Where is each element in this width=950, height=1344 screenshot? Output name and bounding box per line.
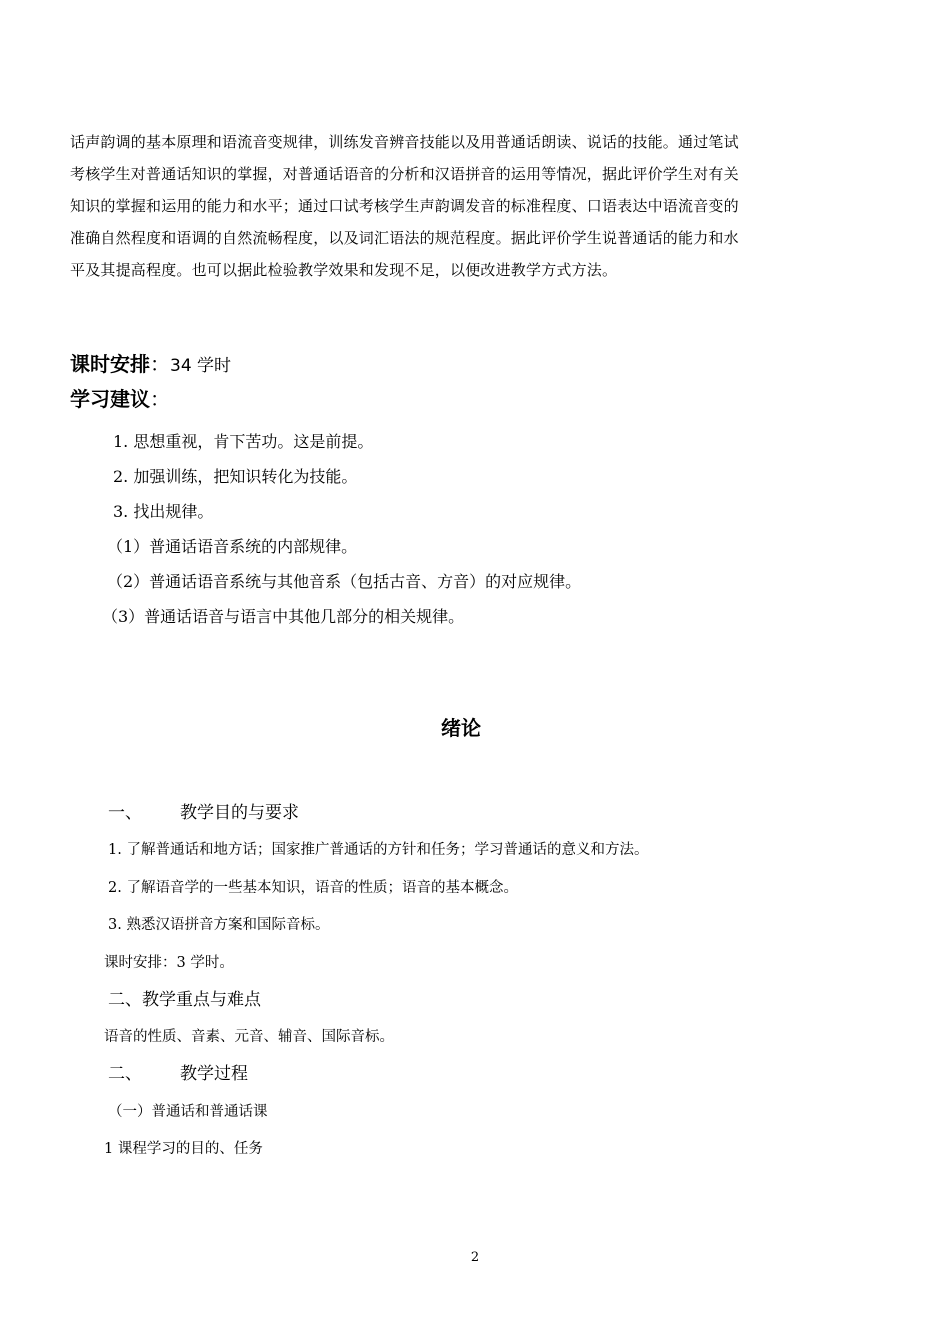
subsection-heading: （一）普通话和普通话课: [108, 1104, 268, 1120]
advice-label: 学习建议: [70, 387, 150, 411]
suggestion-item: 1. 思想重视，肯下苦功。这是前提。: [113, 432, 374, 451]
subsection-item: 1 课程学习的目的、任务: [104, 1141, 263, 1157]
section-title: 教学目的与要求: [180, 803, 299, 823]
objective-item: 3. 熟悉汉语拼音方案和国际音标。: [108, 917, 330, 933]
schedule-label: 课时安排: [70, 352, 150, 376]
suggestion-item: 2. 加强训练，把知识转化为技能。: [113, 467, 358, 486]
intro-line: 准确自然程度和语调的自然流畅程度，以及词汇语法的规范程度。据此评价学生说普通话的能力和水: [70, 229, 739, 247]
schedule-value: 34 学时: [170, 356, 232, 376]
hours-note: 课时安排：3 学时。: [104, 955, 234, 971]
schedule-heading: [70, 348, 231, 377]
section-heading-key-points: 二、教学重点与难点: [108, 990, 261, 1010]
section-title: 教学过程: [180, 1064, 248, 1084]
intro-line: 话声韵调的基本原理和语流音变规律，训练发音辨音技能以及用普通话朗读、说话的技能。通过笔试: [70, 133, 739, 151]
advice-heading: [70, 383, 170, 412]
intro-paragraph: [70, 126, 815, 286]
intro-line: 考核学生对普通话知识的掌握，对普通话语音的分析和汉语拼音的运用等情况，据此评价学生对有关: [70, 165, 739, 183]
suggestion-item: 3. 找出规律。: [113, 502, 214, 521]
suggestion-item: （2）普通话语音系统与其他音系（包括古音、方音）的对应规律。: [107, 572, 582, 591]
intro-line: 知识的掌握和运用的能力和水平；通过口试考核学生声韵调发音的标准程度、口语表达中语流音变的: [70, 197, 739, 215]
section-heading-process: [108, 1059, 248, 1084]
page-number: 2: [470, 1250, 480, 1265]
section-heading-objectives: [108, 798, 299, 823]
chapter-title: 绪论: [441, 716, 481, 740]
section-number: 二、: [108, 1064, 142, 1084]
objective-item: 1. 了解普通话和地方话；国家推广普通话的方针和任务；学习普通话的意义和方法。: [108, 842, 649, 858]
section-number: 一、: [108, 803, 142, 823]
intro-line: 平及其提高程度。也可以据此检验教学效果和发现不足，以便改进教学方式方法。: [70, 261, 618, 279]
advice-separator: ：: [150, 387, 170, 411]
objective-item: 2. 了解语音学的一些基本知识，语音的性质；语音的基本概念。: [108, 880, 518, 896]
suggestion-item: （3）普通话语音与语言中其他几部分的相关规律。: [102, 607, 465, 626]
schedule-separator: ：: [150, 352, 170, 376]
key-points-text: 语音的性质、音素、元音、辅音、国际音标。: [104, 1029, 394, 1045]
suggestion-item: （1）普通话语音系统的内部规律。: [107, 537, 358, 556]
